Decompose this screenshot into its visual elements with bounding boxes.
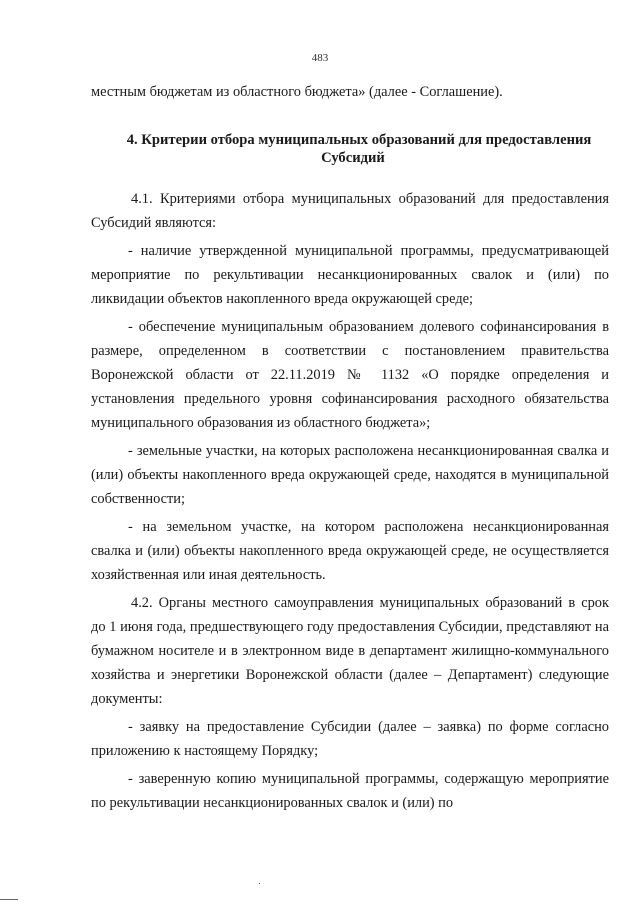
paragraph-4-1: 4.1. Критериями отбора муниципальных образований для предоставления Субсидий являются:	[91, 191, 609, 231]
section-heading	[91, 131, 609, 167]
criterion-item: - обеспечение муниципальным образованием долевого софинансирования в размере, определенном в соответствии с постановлением правительства Воронежской области от 22.11.2019 № 1132 «О порядке определения и установления предельного уровня софинансирования расходного обязательства муниципального образования из областного бюджета»;	[91, 319, 609, 431]
scan-artifact	[259, 883, 260, 884]
section-title-line1: 4. Критерии отбора муниципальных образований для предоставления	[126, 132, 592, 148]
page-number: 483	[311, 52, 329, 64]
scan-artifact	[0, 899, 18, 900]
document-item: - заявку на предоставление Субсидии (далее – заявка) по форме согласно приложению к настоящему Порядку;	[91, 719, 609, 759]
document-body	[91, 80, 609, 815]
intro-tail-paragraph: местным бюджетам из областного бюджета» (далее - Соглашение).	[91, 84, 503, 100]
criterion-item: - наличие утвержденной муниципальной программы, предусматривающей мероприятие по рекультивации несанкционированных свалок и (или) по ликвидации объектов накопленного вреда окружающей среде;	[91, 243, 609, 307]
criterion-item: - земельные участки, на которых расположена несанкционированная свалка и (или) объекты накопленного вреда окружающей среде, находятся в муниципальной собственности;	[91, 443, 609, 507]
criterion-item: - на земельном участке, на котором расположена несанкционированная свалка и (или) объекты накопленного вреда окружающей среде, не осуществляется хозяйственная или иная деятельность.	[91, 519, 609, 583]
section-title-line2: Субсидий	[321, 150, 385, 166]
paragraph-4-2: 4.2. Органы местного самоуправления муниципальных образований в срок до 1 июня года, предшествующего году предоставления Субсидии, представляют на бумажном носителе и в электронном виде в департамент жилищно-коммунального хозяйства и энергетики Воронежской области (далее – Департамент) следующие документы:	[91, 595, 609, 707]
document-item: - заверенную копию муниципальной программы, содержащую мероприятие по рекультивации несанкционированных свалок и (или) по	[91, 771, 609, 811]
